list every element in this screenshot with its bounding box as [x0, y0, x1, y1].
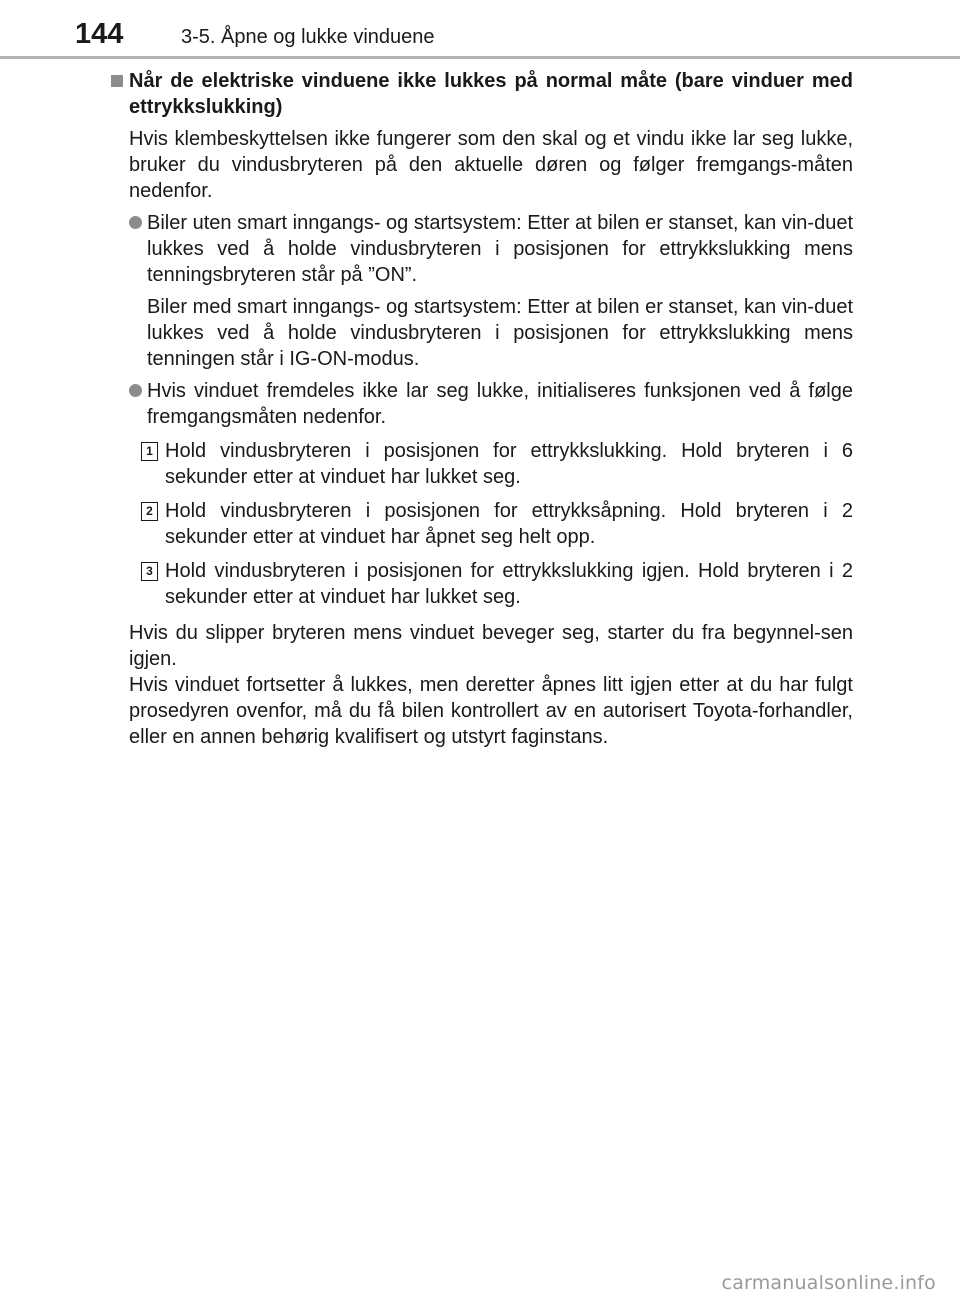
step-item [141, 438, 853, 490]
watermark: carmanualsonline.info [721, 1272, 936, 1294]
bullet-text: Hvis vinduet fremdeles ikke lar seg lukke, initialiseres funksjonen ved å følge fremgangsmåten nedenfor. [147, 380, 853, 428]
section-heading-text: Når de elektriske vinduene ikke lukkes på normal måte (bare vinduer med ettrykkslukking) [129, 70, 853, 118]
intro-paragraph: Hvis klembeskyttelsen ikke fungerer som den skal og et vindu ikke lar seg lukke, bruker du vindusbryteren på den aktuelle døren og følger fremgangs-måten nedenfor. [129, 128, 853, 202]
page-header [0, 0, 960, 60]
step-number-badge: 2 [141, 502, 158, 521]
section-title: 3-5. Åpne og lukke vinduene [181, 26, 435, 48]
step-item [141, 558, 853, 610]
circle-bullet-icon [129, 384, 142, 397]
step-text: Hold vindusbryteren i posisjonen for ettrykkslukking igjen. Hold bryteren i 2 sekunder etter at vinduet har lukket seg. [165, 560, 853, 608]
bullet-item [129, 378, 853, 430]
main-content [111, 68, 853, 750]
circle-bullet-icon [129, 216, 142, 229]
note-paragraph: Hvis du slipper bryteren mens vinduet beveger seg, starter du fra begynnel-sen igjen. [129, 622, 853, 670]
section-heading [111, 68, 853, 120]
note-paragraph: Hvis vinduet fortsetter å lukkes, men deretter åpnes litt igjen etter at du har fulgt prosedyren ovenfor, må du få bilen kontrollert av en autorisert Toyota-forhandler, eller en annen behørig kvalifisert og utstyrt faginstans. [129, 674, 853, 748]
step-text: Hold vindusbryteren i posisjonen for ettrykksåpning. Hold bryteren i 2 sekunder etter at vinduet har åpnet seg helt opp. [165, 500, 853, 548]
step-number-badge: 3 [141, 562, 158, 581]
step-item [141, 498, 853, 550]
square-bullet-icon [111, 75, 123, 87]
bullet-text: Biler uten smart inngangs- og startsystem: Etter at bilen er stanset, kan vin-duet lukkes ved å holde vindusbryteren i posisjonen for ettrykkslukking mens tenningsbryteren står på ”ON”. [147, 212, 853, 286]
bullet-sub-paragraph: Biler med smart inngangs- og startsystem: Etter at bilen er stanset, kan vin-duet lukkes ved å holde vindusbryteren i posisjonen for ettrykkslukking mens tenningen står i IG-ON-modus. [147, 296, 853, 370]
header-rule [0, 56, 960, 59]
page-number: 144 [75, 18, 124, 50]
step-number-badge: 1 [141, 442, 158, 461]
step-text: Hold vindusbryteren i posisjonen for ettrykkslukking. Hold bryteren i 6 sekunder etter at vinduet har lukket seg. [165, 440, 853, 488]
bullet-item [129, 210, 853, 288]
